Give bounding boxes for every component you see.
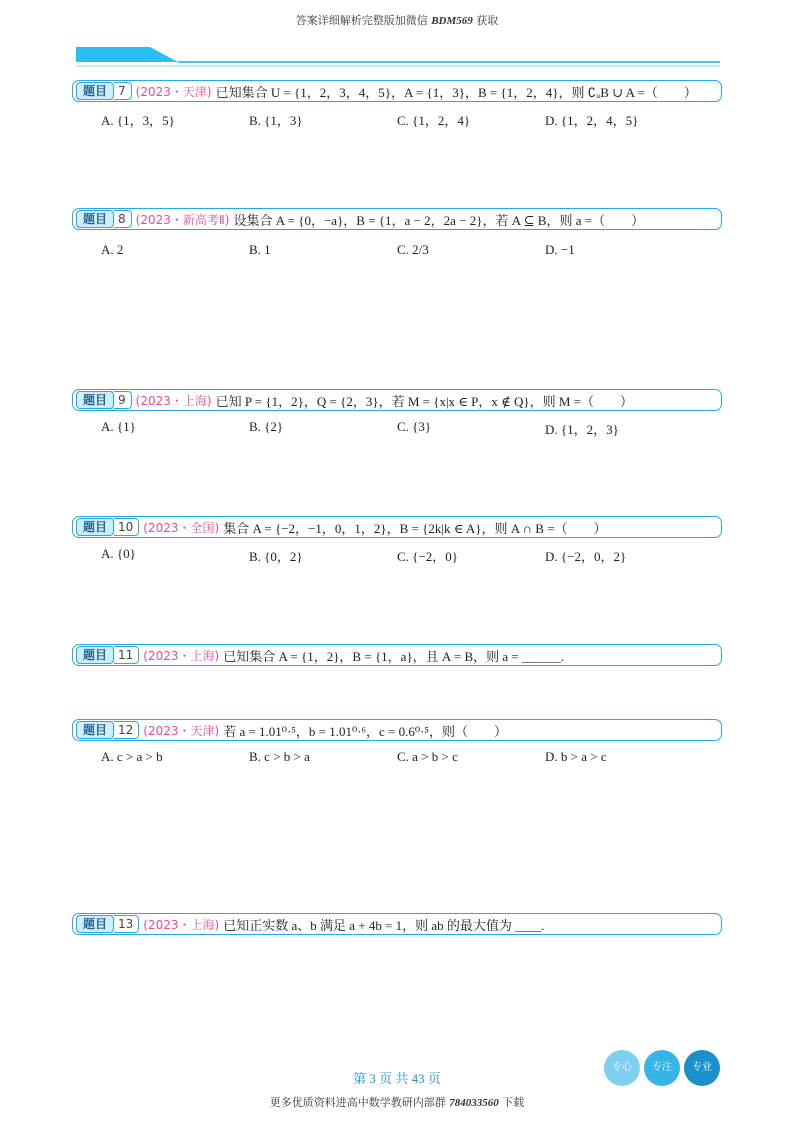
question-number: 7: [114, 82, 132, 100]
option-c: C. {−2，0}: [397, 549, 458, 564]
question-9-options: [101, 419, 721, 439]
question-number: 10: [114, 518, 139, 536]
option-d: D. {1，2，3}: [545, 422, 619, 437]
question-number: 11: [114, 646, 139, 664]
logo-circle: 专注: [644, 1050, 680, 1086]
question-number: 8: [114, 210, 132, 228]
question-source: (2023・全国): [143, 520, 220, 535]
option-c: C. 2/3: [397, 242, 429, 257]
logo-circle: 专心: [604, 1050, 640, 1086]
question-badge: 题目: [76, 915, 114, 933]
question-12-bar: [72, 719, 722, 741]
question-text: 已知 P = {1，2}，Q = {2，3}，若 M = {x|x ∈ P，x ∉ Q}，则 M =（ ）: [215, 393, 634, 409]
question-number: 12: [114, 721, 139, 739]
question-12-options: [101, 749, 721, 769]
option-b: B. {1，3}: [249, 113, 303, 128]
question-number: 13: [114, 915, 139, 933]
option-c: C. {3}: [397, 419, 432, 434]
option-b: B. {2}: [249, 419, 284, 434]
question-text: 集合 A = {−2，−1，0，1，2}，B = {2k|k ∈ A}，则 A ∩ B =（ ）: [223, 520, 607, 536]
question-badge: 题目: [76, 82, 114, 100]
question-text: 已知集合 A = {1，2}，B = {1，a}，且 A = B，则 a = ______.: [223, 648, 565, 664]
option-d: D. −1: [545, 242, 575, 257]
option-a: A. {1}: [101, 419, 136, 434]
question-source: (2023・上海): [143, 648, 220, 663]
logo-circle: 专业: [684, 1050, 720, 1086]
question-text: 设集合 A = {0，−a}，B = {1，a − 2，2a − 2}，若 A ⊆ B，则 a =（ ）: [233, 212, 645, 228]
question-10-options: [101, 546, 721, 566]
option-a: A. 2: [101, 242, 124, 257]
question-8-options: [101, 242, 721, 262]
option-b: B. 1: [249, 242, 271, 257]
question-text: 已知集合 U = {1，2，3，4，5}，A = {1，3}，B = {1，2，4}，则 ∁ᵤB ∪ A =（ ）: [215, 84, 697, 100]
question-badge: 题目: [76, 391, 114, 409]
option-b: B. {0，2}: [249, 549, 303, 564]
option-a: A. c > a > b: [101, 749, 163, 764]
option-d: D. {−2，0，2}: [545, 549, 627, 564]
question-7-options: [101, 110, 721, 130]
question-text: 若 a = 1.01⁰·⁵，b = 1.01⁰·⁶，c = 0.6⁰·⁵，则（ ）: [223, 723, 507, 739]
option-a: A. {1，3，5}: [101, 113, 175, 128]
option-a: A. {0}: [101, 546, 136, 561]
question-8-bar: [72, 208, 722, 230]
header-note: 答案详细解析完整版加微信 BDM569 获取: [295, 14, 499, 27]
question-9-bar: [72, 389, 722, 411]
brand-logo: [604, 1050, 722, 1086]
question-badge: 题目: [76, 518, 114, 536]
header-band-graphic: [0, 44, 794, 72]
question-number: 9: [114, 391, 132, 409]
page-number: 第 3 页 共 43 页: [353, 1071, 441, 1086]
option-d: D. {1，2，4，5}: [545, 113, 639, 128]
option-c: C. a > b > c: [397, 749, 458, 764]
question-text: 已知正实数 a、b 满足 a + 4b = 1，则 ab 的最大值为 ____.: [223, 917, 545, 933]
question-source: (2023・新高考Ⅱ): [135, 212, 230, 227]
question-badge: 题目: [76, 646, 114, 664]
option-d: D. b > a > c: [545, 749, 607, 764]
question-10-bar: [72, 516, 722, 538]
question-7-bar: [72, 80, 722, 102]
question-11-bar: [72, 644, 722, 666]
option-b: B. c > b > a: [249, 749, 310, 764]
question-source: (2023・上海): [135, 393, 212, 408]
question-13-bar: [72, 913, 722, 935]
option-c: C. {1，2，4}: [397, 113, 471, 128]
footer-note: 更多优质资料进高中数学教研内部群 784033560 下载: [269, 1096, 525, 1109]
question-source: (2023・天津): [135, 84, 212, 99]
question-badge: 题目: [76, 210, 114, 228]
question-source: (2023・上海): [143, 917, 220, 932]
question-badge: 题目: [76, 721, 114, 739]
question-source: (2023・天津): [143, 723, 220, 738]
